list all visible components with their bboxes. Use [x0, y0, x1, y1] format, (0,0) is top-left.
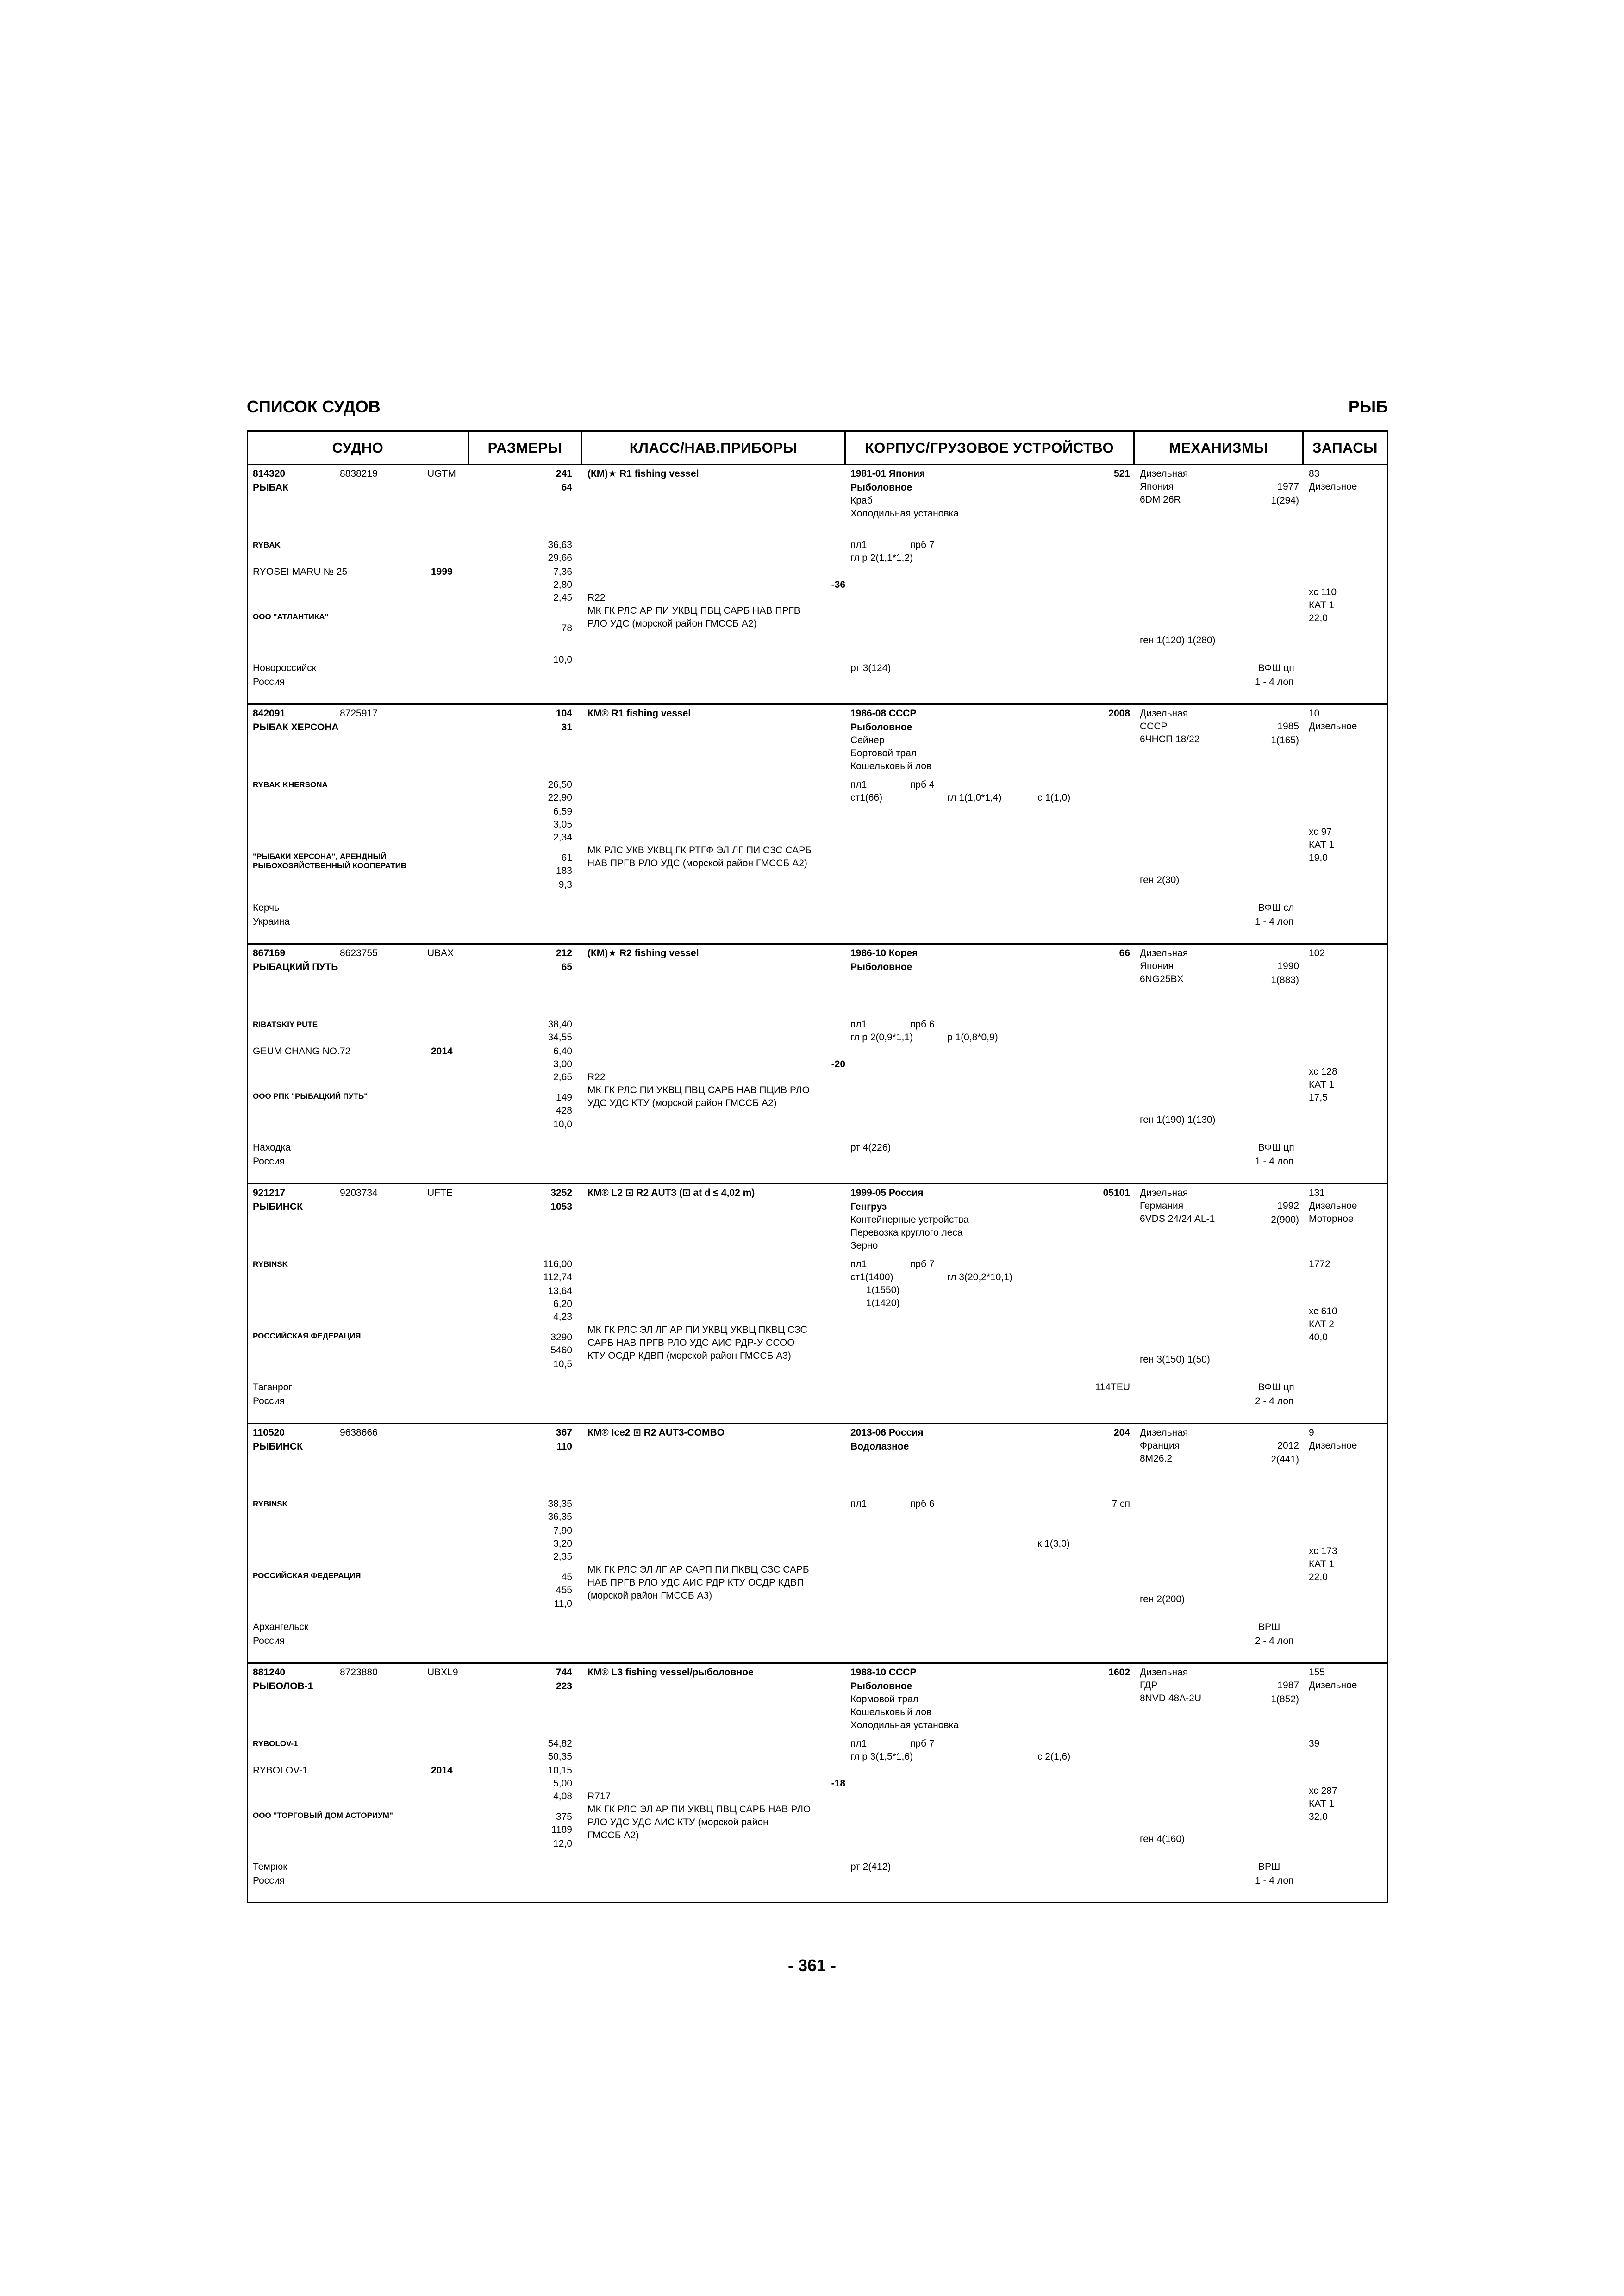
build-date-country: 1986-08 СССР — [850, 708, 917, 719]
dimension-value: 3290 — [550, 1332, 572, 1343]
vessel-name: РЫБАК ХЕРСОНА — [253, 722, 339, 733]
imo-number: 8838219 — [340, 468, 378, 479]
dimension-value: 11,0 — [554, 1599, 572, 1609]
propeller-blades: 1 - 4 лоп — [1255, 1156, 1294, 1167]
crew-stock: хс 128 — [1309, 1066, 1337, 1077]
vessel-latin-name: RYBINSK — [253, 1500, 288, 1508]
class-notation: КМ® R1 fishing vessel — [587, 708, 691, 719]
vessel-name: РЫБИНСК — [253, 1441, 303, 1452]
fuel-tanks: рт 4(226) — [850, 1142, 891, 1153]
imo-number: 8623755 — [340, 948, 378, 958]
build-date-country: 1988-10 СССР — [850, 1667, 917, 1678]
ice-notation: R22 — [587, 592, 606, 603]
crew-stock: 32,0 — [1309, 1811, 1328, 1822]
hold-capacity: 1(1550) — [866, 1285, 900, 1295]
fuel-stock: 83 — [1309, 468, 1320, 479]
deck-count: пл1 — [850, 540, 867, 550]
nav-equipment-line: МК ГК РЛС АР ПИ УКВЦ ПВЦ САРБ НАВ ПРГВ — [587, 605, 800, 616]
page-number: - 361 - — [787, 1956, 837, 1975]
hold-info: гл р 2(1,1*1,2) — [850, 553, 913, 563]
nav-equipment-line: (морской район ГМССБ А3) — [587, 1590, 712, 1601]
dimension-value: 744 — [556, 1667, 572, 1678]
nav-equipment-line: МК ГК РЛС ЭЛ АР ПИ УКВЦ ПВЦ САРБ НАВ РЛО — [587, 1804, 811, 1815]
register-number: 881240 — [253, 1667, 286, 1678]
engine-info: 6DM 26R — [1140, 494, 1181, 505]
hatch-info: гл 3(20,2*10,1) — [947, 1272, 1012, 1282]
hatch-info: гл 1(1,0*1,4) — [947, 792, 1002, 803]
vessel-record — [248, 1664, 1387, 1904]
dimension-value: 2,45 — [553, 592, 572, 603]
crew-stock: КАТ 1 — [1309, 1079, 1334, 1090]
register-number: 814320 — [253, 468, 286, 479]
yard-number: 204 — [1113, 1427, 1130, 1438]
propeller-type: ВФШ сл — [1258, 902, 1294, 913]
hold-info: ст1(1400) — [850, 1272, 893, 1282]
vessel-record — [248, 945, 1387, 1184]
cargo-stock: 1772 — [1309, 1259, 1330, 1269]
flag-country: Украина — [253, 916, 290, 927]
engine-year: 2012 — [1277, 1440, 1299, 1451]
dimension-value: 112,74 — [543, 1272, 572, 1282]
build-date-country: 2013-06 Россия — [850, 1427, 924, 1438]
crew-stock: КАТ 1 — [1309, 600, 1334, 610]
vessel-name: РЫБАК — [253, 482, 288, 493]
nav-equipment-line: УДС УДС КТУ (морской район ГМССБ А2) — [587, 1098, 777, 1108]
dimension-value: 29,66 — [548, 553, 572, 563]
yard-number: 1602 — [1108, 1667, 1130, 1678]
dimension-value: 7,36 — [553, 566, 572, 577]
fuel-stock: 155 — [1309, 1667, 1325, 1678]
hull-feature: Кошельковый лов — [850, 1707, 932, 1717]
column-divider — [1302, 432, 1304, 465]
vessel-record — [248, 465, 1387, 705]
dimension-value: 149 — [556, 1092, 572, 1103]
propeller-blades: 2 - 4 лоп — [1255, 1396, 1294, 1406]
vessel-latin-name: RYBAK — [253, 541, 281, 549]
engine-info: Германия — [1140, 1201, 1184, 1211]
former-name: RYOSEI MARU № 25 — [253, 566, 348, 577]
section-code: РЫБ — [1348, 397, 1388, 416]
generator-info: ген 1(120) 1(280) — [1140, 635, 1216, 646]
owner: "РЫБАКИ ХЕРСОНА", АРЕНДНЫЙ РЫБОХОЗЯЙСТВЕННЫЙ КООПЕРАТИВ — [253, 852, 407, 870]
former-name-year: 1999 — [431, 566, 453, 577]
cargo-gear: с 1(1,0) — [1037, 792, 1071, 803]
column-header-class: КЛАСС/НАВ.ПРИБОРЫ — [582, 432, 846, 465]
crew-stock: хс 287 — [1309, 1786, 1337, 1796]
flag-country: Россия — [253, 1396, 285, 1406]
owner: ООО "ТОРГОВЫЙ ДОМ АСТОРИУМ" — [253, 1811, 393, 1820]
crew-stock: хс 173 — [1309, 1546, 1337, 1556]
ice-category: -20 — [831, 1059, 845, 1070]
dimension-value: 34,55 — [548, 1032, 572, 1043]
hull-feature: Зерно — [850, 1240, 878, 1251]
hold-capacity: 1(1420) — [866, 1298, 900, 1308]
hull-feature: Перевозка круглого леса — [850, 1227, 963, 1238]
engine-year: 1985 — [1277, 721, 1299, 732]
container-capacity: 114TEU — [1095, 1382, 1130, 1393]
dimension-value: 31 — [561, 722, 572, 733]
hull-feature: Кормовой трал — [850, 1694, 919, 1705]
engine-power: 1(165) — [1271, 735, 1299, 746]
vessel-latin-name: RIBATSKIY PUTE — [253, 1020, 318, 1029]
dimension-value: 5,00 — [553, 1778, 572, 1789]
generator-info: ген 1(190) 1(130) — [1140, 1114, 1216, 1125]
vessel-type: Генгруз — [850, 1201, 887, 1212]
class-notation: КМ® L3 fishing vessel/рыболовное — [587, 1667, 754, 1678]
fuel-tanks: рт 2(412) — [850, 1861, 891, 1872]
dimension-value: 110 — [556, 1441, 572, 1452]
generator-info: ген 2(200) — [1140, 1594, 1185, 1605]
cargo-gear: с 2(1,6) — [1037, 1751, 1071, 1762]
dimension-value: 3,20 — [553, 1538, 572, 1549]
engine-info: Дизельная — [1140, 1667, 1188, 1678]
nav-equipment-line: НАВ ПРГВ РЛО УДС (морской район ГМССБ А2) — [587, 858, 807, 869]
call-sign: UBAX — [427, 948, 454, 958]
engine-info: СССР — [1140, 721, 1168, 732]
yard-number: 66 — [1119, 948, 1130, 958]
vessel-record — [248, 1424, 1387, 1664]
engine-info: Япония — [1140, 961, 1174, 971]
dimension-value: 375 — [556, 1811, 572, 1822]
engine-info: Дизельная — [1140, 1188, 1188, 1198]
deck-count: пл1 — [850, 1259, 867, 1269]
dimension-value: 3,05 — [553, 819, 572, 830]
crew-stock: 22,0 — [1309, 613, 1328, 623]
dimension-value: 6,40 — [553, 1046, 572, 1057]
engine-info: 8M26.2 — [1140, 1453, 1173, 1464]
deck-count: пл1 — [850, 1019, 867, 1030]
crew-stock: КАТ 1 — [1309, 1798, 1334, 1809]
nav-equipment-line: НАВ ПРГВ РЛО УДС АИС РДР КТУ ОСДР КДВП — [587, 1577, 804, 1588]
former-name: GEUM CHANG NO.72 — [253, 1046, 351, 1057]
nav-equipment-line: САРБ НАВ ПРГВ РЛО УДС АИС РДР-У ССОО — [587, 1338, 795, 1348]
generator-info: ген 3(150) 1(50) — [1140, 1354, 1210, 1365]
fuel-stock: Дизельное — [1309, 1680, 1357, 1691]
hold-info: гл р 2(0,9*1,1) — [850, 1032, 913, 1043]
hull-feature: Контейнерные устройства — [850, 1214, 969, 1225]
nav-equipment-line: МК РЛС УКВ УКВЦ ГК РТГФ ЭЛ ЛГ ПИ СЗС САРБ — [587, 845, 812, 856]
owner: РОССИЙСКАЯ ФЕДЕРАЦИЯ — [253, 1332, 361, 1340]
ice-category: -18 — [831, 1778, 845, 1789]
dimension-value: 22,90 — [548, 792, 572, 803]
nav-equipment-line: РЛО УДС (морской район ГМССБ А2) — [587, 618, 757, 629]
fuel-stock: Дизельное — [1309, 1201, 1357, 1211]
cargo-stock: 39 — [1309, 1738, 1320, 1749]
dimension-value: 2,35 — [553, 1551, 572, 1562]
port-of-registry: Новороссийск — [253, 663, 316, 673]
dimension-value: 116,00 — [543, 1259, 572, 1269]
propeller-type: ВРШ — [1258, 1622, 1280, 1632]
fuel-stock: Дизельное — [1309, 1440, 1357, 1451]
vessel-latin-name: RYBOLOV-1 — [253, 1739, 298, 1748]
bulkhead-count: прб 7 — [910, 1738, 935, 1749]
engine-power: 2(441) — [1271, 1454, 1299, 1465]
propeller-type: ВФШ цп — [1258, 1382, 1294, 1393]
dimension-value: 1189 — [551, 1824, 572, 1835]
flag-country: Россия — [253, 677, 285, 687]
dimension-value: 3252 — [550, 1188, 572, 1198]
port-of-registry: Таганрог — [253, 1382, 293, 1393]
deck-count: пл1 — [850, 1499, 867, 1509]
port-of-registry: Архангельск — [253, 1622, 309, 1632]
flag-country: Россия — [253, 1875, 285, 1886]
crew-stock: КАТ 2 — [1309, 1319, 1334, 1330]
dimension-value: 1053 — [550, 1201, 572, 1212]
nav-equipment-line: РЛО УДС УДС АИС КТУ (морской район — [587, 1817, 768, 1828]
hull-feature: Кошельковый лов — [850, 761, 932, 772]
vessel-name: РЫБАЦКИЙ ПУТЬ — [253, 962, 338, 972]
crew-stock: хс 610 — [1309, 1306, 1337, 1317]
dimension-value: 10,15 — [548, 1765, 572, 1776]
register-number: 921217 — [253, 1188, 286, 1198]
ice-category: -36 — [831, 579, 845, 590]
register-number: 842091 — [253, 708, 286, 719]
call-sign: UBXL9 — [427, 1667, 458, 1678]
propeller-type: ВФШ цп — [1258, 1142, 1294, 1153]
owner: ООО "АТЛАНТИКА" — [253, 612, 329, 621]
crew-stock: хс 110 — [1309, 587, 1337, 597]
fuel-stock: Дизельное — [1309, 721, 1357, 732]
engine-power: 2(900) — [1271, 1214, 1299, 1225]
vessel-type: Рыболовное — [850, 1681, 912, 1692]
deck-count: пл1 — [850, 779, 867, 790]
class-notation: КМ® L2 ⊡ R2 AUT3 (⊡ at d ≤ 4,02 m) — [587, 1188, 755, 1198]
cargo-gear: к 1(3,0) — [1037, 1538, 1070, 1549]
imo-number: 9203734 — [340, 1188, 378, 1198]
page-header — [247, 397, 1388, 419]
dimension-value: 36,63 — [548, 540, 572, 550]
fuel-stock: 10 — [1309, 708, 1320, 719]
propeller-blades: 2 - 4 лоп — [1255, 1636, 1294, 1646]
engine-info: 6ЧНСП 18/22 — [1140, 734, 1200, 745]
dimension-value: 38,40 — [548, 1019, 572, 1030]
vessel-record — [248, 1184, 1387, 1424]
flag-country: Россия — [253, 1156, 285, 1167]
column-header-hull: КОРПУС/ГРУЗОВОЕ УСТРОЙСТВО — [846, 432, 1135, 465]
owner: РОССИЙСКАЯ ФЕДЕРАЦИЯ — [253, 1571, 361, 1580]
dimension-value: 64 — [561, 482, 572, 493]
vessel-type: Рыболовное — [850, 722, 912, 733]
engine-info: Дизельная — [1140, 708, 1188, 719]
imo-number: 8725917 — [340, 708, 378, 719]
dimension-value: 50,35 — [548, 1751, 572, 1762]
vessel-name: РЫБИНСК — [253, 1201, 303, 1212]
bulkhead-count: прб 7 — [910, 540, 935, 550]
engine-power: 1(294) — [1271, 495, 1299, 506]
crew-stock: хс 97 — [1309, 827, 1332, 837]
port-of-registry: Находка — [253, 1142, 291, 1153]
dimension-value: 367 — [556, 1427, 572, 1438]
dimension-value: 4,23 — [553, 1312, 572, 1322]
dimension-value: 10,0 — [553, 654, 572, 665]
propeller-blades: 1 - 4 лоп — [1255, 677, 1294, 687]
dimension-value: 45 — [561, 1572, 572, 1582]
dimension-value: 54,82 — [548, 1738, 572, 1749]
engine-info: ГДР — [1140, 1680, 1158, 1691]
ship-registry-table — [247, 430, 1388, 1903]
dimension-value: 13,64 — [548, 1286, 572, 1296]
nav-equipment-line: МК ГК РЛС ЭЛ ЛГ АР ПИ УКВЦ УКВЦ ПКВЦ СЗС — [587, 1325, 807, 1335]
engine-info: Япония — [1140, 481, 1174, 492]
dimension-value: 78 — [561, 623, 572, 634]
engine-info: Дизельная — [1140, 1427, 1188, 1438]
propeller-blades: 1 - 4 лоп — [1255, 1875, 1294, 1886]
class-notation: КМ® Ice2 ⊡ R2 AUT3-COMBO — [587, 1427, 725, 1438]
call-sign: UFTE — [427, 1188, 453, 1198]
dimension-value: 6,59 — [553, 806, 572, 817]
owner: ООО РПК "РЫБАЦКИЙ ПУТЬ" — [253, 1092, 368, 1101]
fuel-stock: 131 — [1309, 1188, 1325, 1198]
build-date-country: 1986-10 Корея — [850, 948, 918, 958]
column-divider — [1133, 432, 1135, 465]
port-of-registry: Темрюк — [253, 1861, 287, 1872]
column-header-vessel: СУДНО — [248, 432, 469, 465]
crew-stock: 40,0 — [1309, 1332, 1328, 1343]
dimension-value: 10,0 — [553, 1119, 572, 1130]
imo-number: 8723880 — [340, 1667, 378, 1678]
deck-count: пл1 — [850, 1738, 867, 1749]
propeller-type: ВРШ — [1258, 1861, 1280, 1872]
dimension-value: 38,35 — [548, 1499, 572, 1509]
vessel-type: Водолазное — [850, 1441, 909, 1452]
imo-number: 9638666 — [340, 1427, 378, 1438]
crew-stock: 17,5 — [1309, 1092, 1328, 1103]
yard-number: 2008 — [1108, 708, 1130, 719]
build-date-country: 1999-05 Россия — [850, 1188, 924, 1198]
class-notation: (КМ)★ R2 fishing vessel — [587, 948, 699, 958]
hull-feature: Бортовой трал — [850, 748, 917, 759]
dimension-value: 12,0 — [553, 1838, 572, 1849]
hull-feature: Холодильная установка — [850, 1720, 959, 1730]
dimension-value: 36,35 — [548, 1512, 572, 1522]
dimension-value: 61 — [561, 852, 572, 863]
vessel-latin-name: RYBINSK — [253, 1260, 288, 1269]
column-divider — [468, 432, 469, 465]
column-header-machinery: МЕХАНИЗМЫ — [1135, 432, 1304, 465]
dimension-value: 10,5 — [553, 1359, 572, 1369]
column-divider — [844, 432, 846, 465]
fuel-tanks: рт 3(124) — [850, 663, 891, 673]
dimension-value: 3,00 — [553, 1059, 572, 1070]
dimension-value: 183 — [556, 865, 572, 876]
generator-info: ген 4(160) — [1140, 1834, 1185, 1844]
vessel-record — [248, 705, 1387, 945]
fuel-stock: 102 — [1309, 948, 1325, 958]
yard-number: 521 — [1113, 468, 1130, 479]
register-number: 867169 — [253, 948, 286, 958]
engine-info: 8NVD 48A-2U — [1140, 1693, 1202, 1704]
bulkhead-count: прб 6 — [910, 1019, 935, 1030]
dimension-value: 2,65 — [553, 1072, 572, 1083]
engine-year: 1987 — [1277, 1680, 1299, 1691]
nav-equipment-line: МК ГК РЛС ПИ УКВЦ ПВЦ САРБ НАВ ПЦИВ РЛО — [587, 1085, 810, 1095]
propeller-type: ВФШ цп — [1258, 663, 1294, 673]
engine-info: Дизельная — [1140, 948, 1188, 958]
build-date-country: 1981-01 Япония — [850, 468, 925, 479]
engine-power: 1(852) — [1271, 1694, 1299, 1705]
dimension-value: 2,34 — [553, 832, 572, 843]
dimension-value: 4,08 — [553, 1791, 572, 1802]
port-of-registry: Керчь — [253, 902, 280, 913]
class-notation: (КМ)★ R1 fishing vessel — [587, 468, 699, 479]
fuel-stock: Дизельное — [1309, 481, 1357, 492]
page-title: СПИСОК СУДОВ — [247, 397, 381, 416]
dimension-value: 9,3 — [558, 879, 572, 890]
ice-notation: R22 — [587, 1072, 606, 1083]
register-number: 110520 — [253, 1427, 285, 1438]
dimension-value: 212 — [556, 948, 572, 958]
hull-feature: Холодильная установка — [850, 508, 959, 519]
bulkhead-count: прб 6 — [910, 1499, 935, 1509]
former-name-year: 2014 — [431, 1046, 453, 1057]
dimension-value: 5460 — [550, 1345, 572, 1356]
crew-stock: 22,0 — [1309, 1572, 1328, 1582]
fuel-stock: Моторное — [1309, 1213, 1354, 1224]
vessel-name: РЫБОЛОВ-1 — [253, 1681, 313, 1692]
propeller-blades: 1 - 4 лоп — [1255, 916, 1294, 927]
vessel-latin-name: RYBAK KHERSONA — [253, 780, 328, 789]
engine-year: 1990 — [1277, 961, 1299, 971]
dimension-value: 241 — [556, 468, 572, 479]
engine-info: Дизельная — [1140, 468, 1188, 479]
dimension-value: 223 — [556, 1681, 572, 1692]
dimension-value: 26,50 — [548, 779, 572, 790]
nav-equipment-line: МК ГК РЛС ЭЛ ЛГ АР САРП ПИ ПКВЦ СЗС САРБ — [587, 1564, 809, 1575]
vessel-type: Рыболовное — [850, 482, 912, 493]
hold-info: ст1(66) — [850, 792, 883, 803]
bulkhead-count: прб 7 — [910, 1259, 935, 1269]
dimension-value: 6,20 — [553, 1299, 572, 1309]
flag-country: Россия — [253, 1636, 285, 1646]
crew-stock: КАТ 1 — [1309, 1559, 1334, 1569]
engine-year: 1992 — [1277, 1201, 1299, 1211]
call-sign: UGTM — [427, 468, 456, 479]
dimension-value: 2,80 — [553, 579, 572, 590]
crane-info: 7 сп — [1112, 1499, 1130, 1509]
former-name-year: 2014 — [431, 1765, 453, 1776]
crew-stock: КАТ 1 — [1309, 840, 1334, 850]
column-header-stocks: ЗАПАСЫ — [1304, 432, 1387, 465]
column-divider — [581, 432, 582, 465]
former-name: RYBOLOV-1 — [253, 1765, 308, 1776]
nav-equipment-line: ГМССБ А2) — [587, 1830, 639, 1841]
crew-stock: 19,0 — [1309, 852, 1328, 863]
bulkhead-count: прб 4 — [910, 779, 935, 790]
dimension-value: 428 — [556, 1105, 572, 1116]
dimension-value: 7,90 — [553, 1525, 572, 1536]
hull-feature: Сейнер — [850, 735, 885, 746]
engine-info: Франция — [1140, 1440, 1180, 1451]
hull-feature: Краб — [850, 495, 873, 506]
dimension-value: 104 — [556, 708, 572, 719]
engine-year: 1977 — [1277, 481, 1299, 492]
hold-info: гл р 3(1,5*1,6) — [850, 1751, 913, 1762]
engine-info: 6VDS 24/24 AL-1 — [1140, 1213, 1215, 1224]
yard-number: 05101 — [1103, 1188, 1130, 1198]
vessel-type: Рыболовное — [850, 962, 912, 972]
ice-notation: R717 — [587, 1791, 611, 1802]
hatch-info: р 1(0,8*0,9) — [947, 1032, 998, 1043]
fuel-stock: 9 — [1309, 1427, 1314, 1438]
generator-info: ген 2(30) — [1140, 875, 1180, 885]
dimension-value: 65 — [561, 962, 572, 972]
nav-equipment-line: КТУ ОСДР КДВП (морской район ГМССБ А3) — [587, 1350, 791, 1361]
engine-power: 1(883) — [1271, 975, 1299, 985]
engine-info: 6NG25BX — [1140, 974, 1184, 984]
column-header-dimensions: РАЗМЕРЫ — [469, 432, 582, 465]
dimension-value: 455 — [556, 1585, 572, 1595]
